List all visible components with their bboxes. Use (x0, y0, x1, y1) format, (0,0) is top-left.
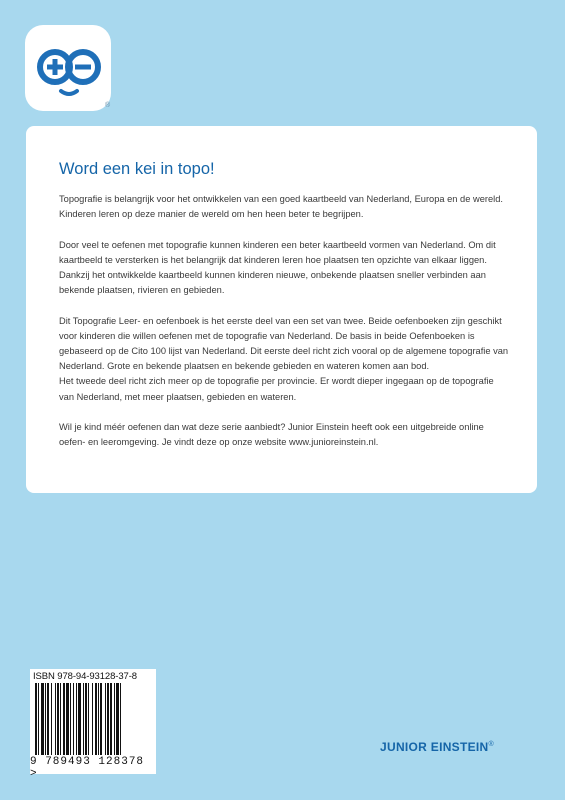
barcode-bars (33, 683, 151, 755)
brand-mark: ® (488, 741, 494, 748)
paragraph-4: Het tweede deel richt zich meer op de topografie per provincie. Er wordt dieper ingegaan op de topografie van Nederland, met meer plaatsen, gebieden en wateren. (59, 376, 494, 402)
barcode-block (30, 669, 156, 780)
paragraph-1: Topografie is belangrijk voor het ontwikkelen van een goed kaartbeeld van Nederland, Europa en de wereld. Kinderen leren op deze manier de wereld om hen heen beter te begrijpen. (59, 194, 503, 220)
junior-einstein-logo-icon (25, 25, 111, 111)
paragraph-5: Wil je kind méér oefenen dan wat deze serie aanbiedt? Junior Einstein heeft ook een uitgebreide online oefen- en leeromgeving. Je vindt deze op onze website www.junioreinstein.nl. (59, 422, 484, 448)
registered-mark: ® (105, 102, 111, 109)
card-body (59, 192, 511, 466)
paragraph-3: Dit Topografie Leer- en oefenboek is het eerste deel van een set van twee. Beide oefenboeken zijn geschikt voor kinderen die willen oefenen met de topografie van Nederland. De basis in beide Oefenboeken is gebaseerd op de Cito 100 lijst van Nederland. Dit eerste deel richt zich vooral op de algemene topografie van Nederland. Grote en bekende plaatsen en bekende gebieden en wateren komen aan bod. (59, 315, 509, 372)
logo (25, 25, 111, 111)
isbn-label: ISBN 978-94-93128-37-8 (33, 671, 137, 682)
card-title: Word een kei in topo! (59, 160, 215, 178)
description-card (26, 126, 537, 493)
barcode-number: 9 789493 128378 > (30, 756, 145, 780)
paragraph-2: Door veel te oefenen met topografie kunnen kinderen een beter kaartbeeld vormen van Nederland. Om dit kaartbeeld te versterken is het belangrijk dat kinderen leren hoe plaatsen ten opzichte van elkaar liggen. Dankzij het ontwikkelde kaartbeeld kunnen kinderen nieuwe, onbekende plaatsen sneller verbinden aan bekende plaatsen, rivieren en gebieden. (59, 239, 496, 296)
brand-name (380, 740, 494, 754)
brand-text: JUNIOR EINSTEIN (380, 740, 489, 754)
